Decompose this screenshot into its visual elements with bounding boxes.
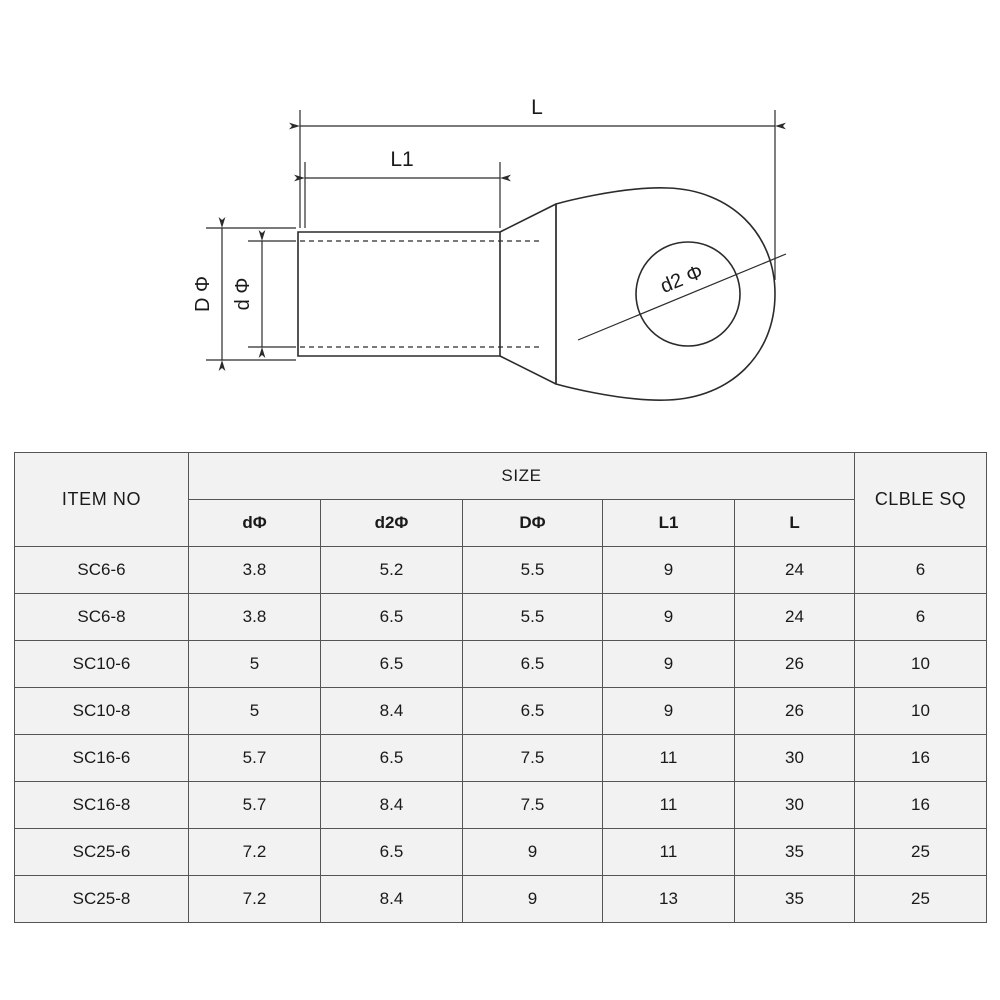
cell-l: 24 xyxy=(735,594,855,641)
header-D: DΦ xyxy=(463,500,603,547)
cell-item: SC6-8 xyxy=(15,594,189,641)
cell-D: 5.5 xyxy=(463,594,603,641)
table-row xyxy=(15,876,987,923)
cell-d: 7.2 xyxy=(189,829,321,876)
label-d2: d2 Φ xyxy=(657,261,707,298)
cell-d: 3.8 xyxy=(189,547,321,594)
cell-D: 9 xyxy=(463,829,603,876)
header-d: dΦ xyxy=(189,500,321,547)
cell-item: SC10-6 xyxy=(15,641,189,688)
cell-l1: 9 xyxy=(603,594,735,641)
cell-d2: 6.5 xyxy=(321,594,463,641)
table-row xyxy=(15,735,987,782)
cell-l: 35 xyxy=(735,876,855,923)
cell-d2: 5.2 xyxy=(321,547,463,594)
label-L: L xyxy=(531,96,543,119)
cell-l: 26 xyxy=(735,688,855,735)
cell-d2: 8.4 xyxy=(321,876,463,923)
cell-item: SC6-6 xyxy=(15,547,189,594)
cell-d2: 6.5 xyxy=(321,735,463,782)
cell-item: SC25-6 xyxy=(15,829,189,876)
cell-d: 5.7 xyxy=(189,782,321,829)
cell-l: 35 xyxy=(735,829,855,876)
cell-l1: 9 xyxy=(603,688,735,735)
header-d2: d2Φ xyxy=(321,500,463,547)
cell-sq: 25 xyxy=(855,876,987,923)
cell-l1: 13 xyxy=(603,876,735,923)
table-header-row-top xyxy=(15,453,987,500)
table-row xyxy=(15,641,987,688)
cell-d2: 6.5 xyxy=(321,829,463,876)
cell-D: 6.5 xyxy=(463,641,603,688)
cell-sq: 16 xyxy=(855,782,987,829)
cell-D: 9 xyxy=(463,876,603,923)
label-L1: L1 xyxy=(390,148,414,171)
cell-l: 30 xyxy=(735,782,855,829)
lug-body-outline xyxy=(298,188,775,400)
cell-l1: 11 xyxy=(603,829,735,876)
cell-l: 26 xyxy=(735,641,855,688)
cell-item: SC16-8 xyxy=(15,782,189,829)
cell-sq: 10 xyxy=(855,641,987,688)
cell-l1: 11 xyxy=(603,782,735,829)
cell-item: SC10-8 xyxy=(15,688,189,735)
specification-table-container xyxy=(14,452,986,923)
header-cable-sq: CLBLE SQ xyxy=(855,453,987,547)
cell-d2: 6.5 xyxy=(321,641,463,688)
cell-d2: 8.4 xyxy=(321,688,463,735)
cell-sq: 6 xyxy=(855,547,987,594)
cell-sq: 10 xyxy=(855,688,987,735)
cell-sq: 16 xyxy=(855,735,987,782)
table-row xyxy=(15,829,987,876)
cell-d: 5 xyxy=(189,641,321,688)
cell-D: 7.5 xyxy=(463,782,603,829)
table-row xyxy=(15,782,987,829)
cell-l: 24 xyxy=(735,547,855,594)
cell-d: 7.2 xyxy=(189,876,321,923)
cell-sq: 25 xyxy=(855,829,987,876)
specification-table xyxy=(14,452,987,923)
cell-l: 30 xyxy=(735,735,855,782)
barrel-bore-dashed-lines xyxy=(300,241,540,347)
header-l: L xyxy=(735,500,855,547)
table-row xyxy=(15,547,987,594)
lug-dimension-drawing xyxy=(0,0,1000,440)
cell-item: SC16-6 xyxy=(15,735,189,782)
cell-l1: 11 xyxy=(603,735,735,782)
cell-D: 6.5 xyxy=(463,688,603,735)
dimension-d xyxy=(248,241,296,347)
dimension-L xyxy=(300,110,775,280)
table-row xyxy=(15,688,987,735)
cell-d: 3.8 xyxy=(189,594,321,641)
cell-item: SC25-8 xyxy=(15,876,189,923)
table-row xyxy=(15,594,987,641)
cell-d: 5.7 xyxy=(189,735,321,782)
cell-l1: 9 xyxy=(603,547,735,594)
cell-sq: 6 xyxy=(855,594,987,641)
header-l1: L1 xyxy=(603,500,735,547)
cell-l1: 9 xyxy=(603,641,735,688)
header-item-no: ITEM NO xyxy=(15,453,189,547)
cell-d2: 8.4 xyxy=(321,782,463,829)
label-D: D Φ xyxy=(192,276,214,312)
cell-D: 5.5 xyxy=(463,547,603,594)
cell-D: 7.5 xyxy=(463,735,603,782)
dimension-L1 xyxy=(305,162,500,228)
cell-d: 5 xyxy=(189,688,321,735)
label-d: d Φ xyxy=(232,277,254,311)
header-size: SIZE xyxy=(189,453,855,500)
